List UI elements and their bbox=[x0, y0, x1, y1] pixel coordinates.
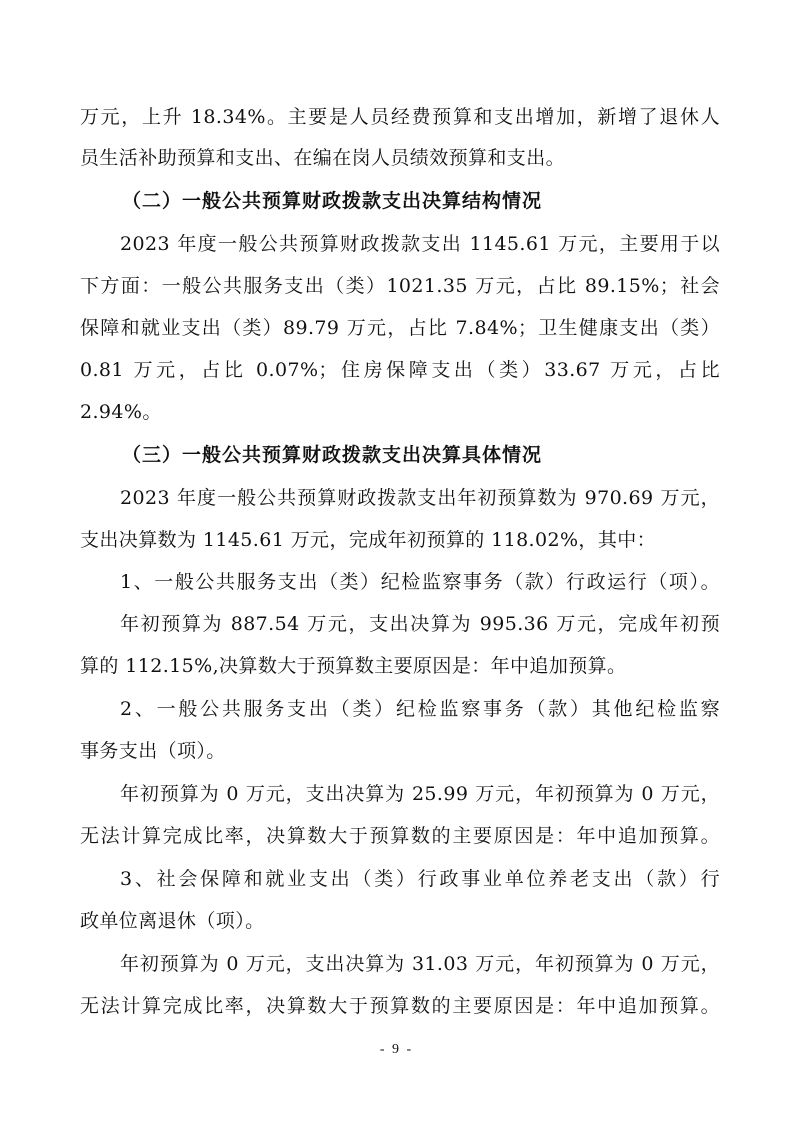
paragraph-line: 2023 年度一般公共预算财政拨款支出年初预算数为 970.69 万元， bbox=[120, 487, 720, 509]
paragraph-line: 员生活补助预算和支出、在编在岗人员绩效预算和支出。 bbox=[80, 147, 566, 169]
paragraph-line: 0.81 万元，占比 0.07%；住房保障支出（类）33.67 万元，占比 bbox=[80, 359, 720, 381]
paragraph-line: 2023 年度一般公共预算财政拨款支出 1145.61 万元，主要用于以 bbox=[120, 233, 720, 255]
paragraph-line: 事务支出（项）。 bbox=[80, 740, 226, 762]
paragraph-line: 保障和就业支出（类）89.79 万元，占比 7.84%；卫生健康支出（类） bbox=[80, 317, 720, 339]
paragraph-line: 2.94%。 bbox=[80, 401, 162, 423]
page-number: - 9 - bbox=[379, 1042, 414, 1057]
paragraph-line: 1、一般公共服务支出（类）纪检监察事务（款）行政运行（项）。 bbox=[120, 571, 720, 593]
paragraph-line: 2、一般公共服务支出（类）纪检监察事务（款）其他纪检监察 bbox=[120, 698, 720, 720]
paragraph-line: 年初预算为 0 万元，支出决算为 25.99 万元，年初预算为 0 万元， bbox=[120, 783, 720, 805]
paragraph-line: 政单位离退休（项）。 bbox=[80, 910, 265, 932]
section-heading: （二）一般公共预算财政拨款支出决算结构情况 bbox=[122, 190, 543, 212]
paragraph-line: 无法计算完成比率，决算数大于预算数的主要原因是：年中追加预算。 bbox=[80, 995, 720, 1017]
section-heading: （三）一般公共预算财政拨款支出决算具体情况 bbox=[122, 444, 543, 466]
paragraph-line: 年初预算为 887.54 万元，支出决算为 995.36 万元，完成年初预 bbox=[120, 613, 720, 635]
paragraph-line: 3、社会保障和就业支出（类）行政事业单位养老支出（款）行 bbox=[120, 868, 720, 890]
paragraph-line: 万元，上升 18.34%。主要是人员经费预算和支出增加，新增了退休人 bbox=[80, 106, 720, 128]
paragraph-line: 下方面：一般公共服务支出（类）1021.35 万元，占比 89.15%；社会 bbox=[80, 275, 720, 297]
paragraph-line: 算的 112.15%,决算数大于预算数主要原因是：年中追加预算。 bbox=[80, 655, 627, 677]
paragraph-line: 年初预算为 0 万元，支出决算为 31.03 万元，年初预算为 0 万元， bbox=[120, 953, 720, 975]
paragraph-line: 支出决算数为 1145.61 万元，完成年初预算的 118.02%，其中： bbox=[80, 529, 657, 551]
paragraph-line: 无法计算完成比率，决算数大于预算数的主要原因是：年中追加预算。 bbox=[80, 825, 720, 847]
